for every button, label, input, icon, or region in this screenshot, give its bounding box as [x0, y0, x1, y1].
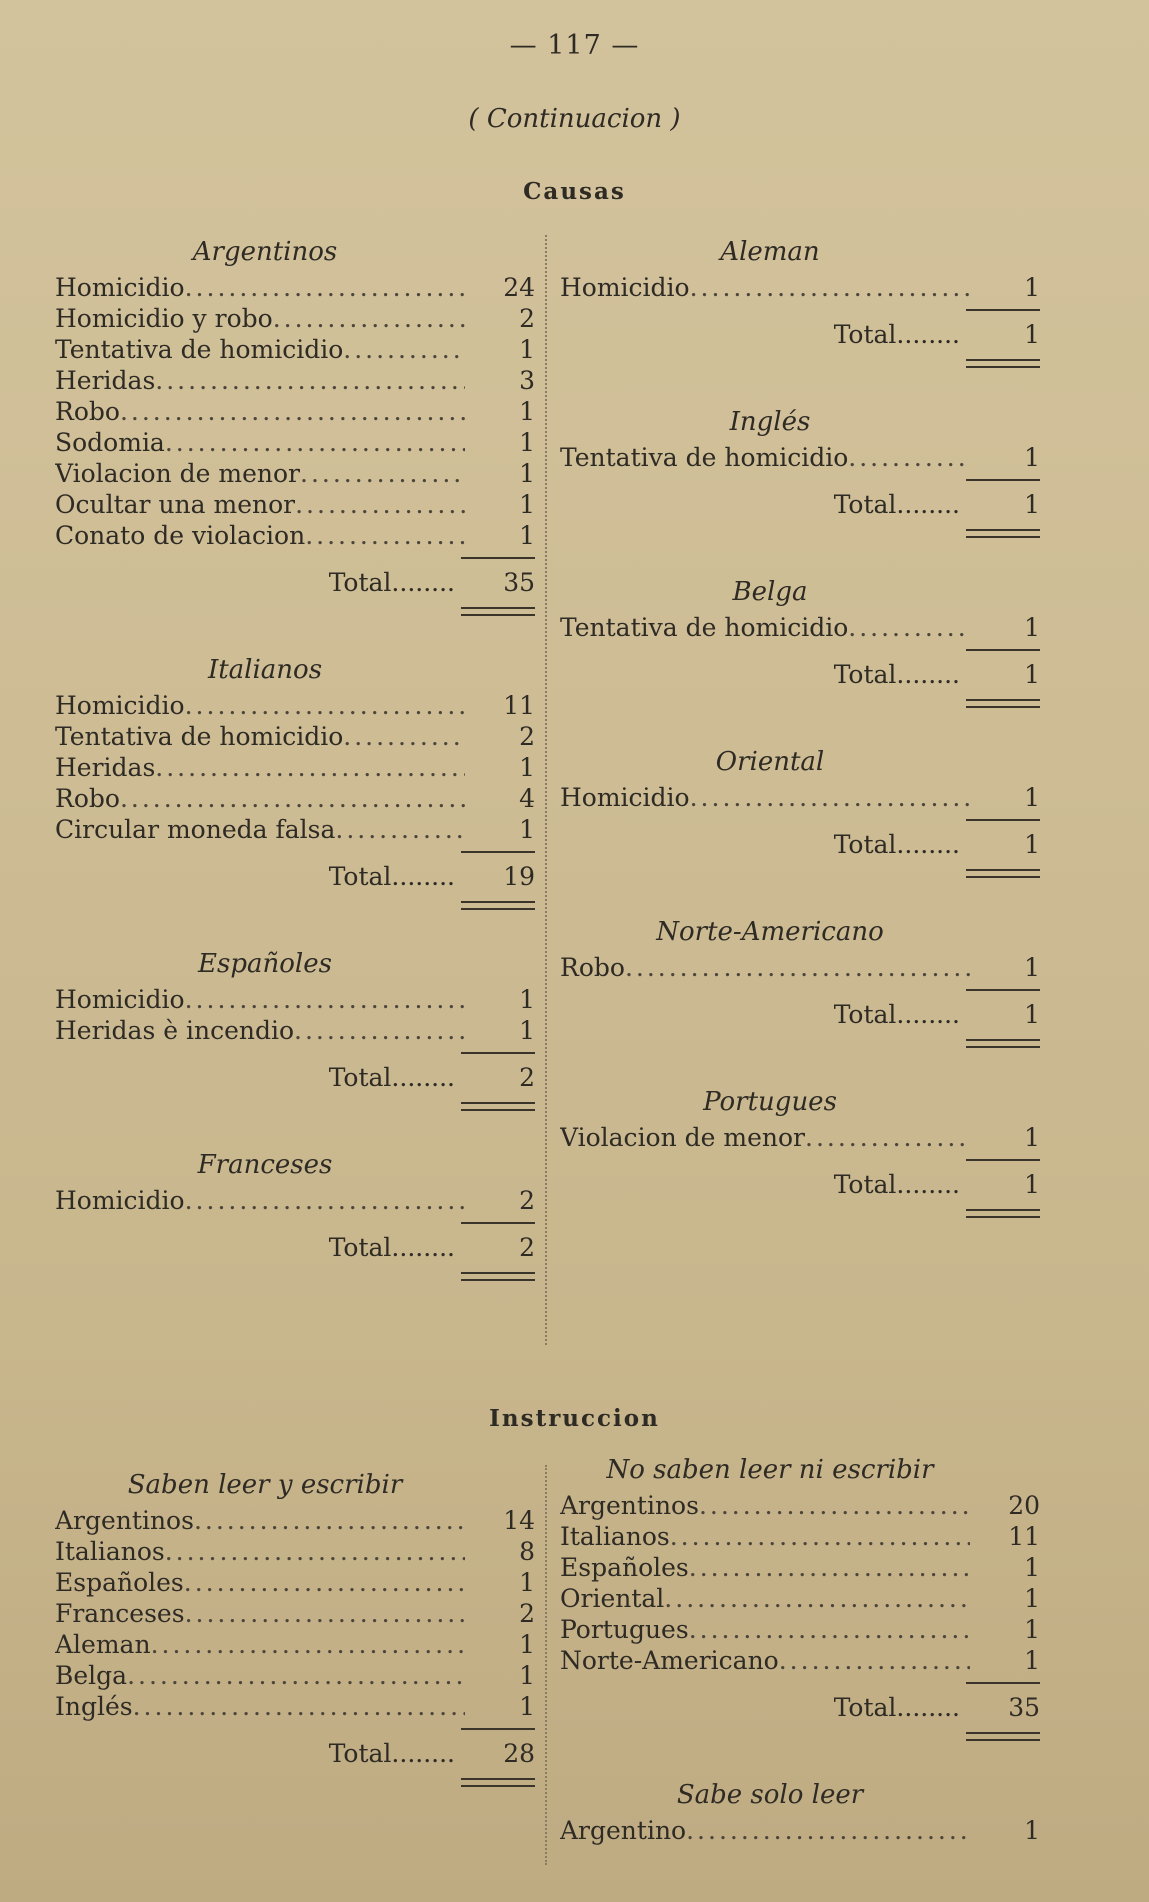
row-label: Ocultar una menor — [55, 490, 296, 519]
sum-rule — [966, 479, 1040, 481]
table-row — [55, 427, 535, 458]
leader-dots — [133, 1691, 465, 1722]
table-row — [55, 272, 535, 303]
table-row — [55, 783, 535, 814]
row-label: Robo — [55, 397, 120, 426]
table-row — [55, 1629, 535, 1660]
total-label: Total........ — [328, 568, 455, 597]
total-row — [560, 657, 1040, 693]
row-label: Violacion de menor — [560, 1123, 806, 1152]
double-rule — [966, 529, 1040, 538]
table-row — [55, 1185, 535, 1216]
total-value: 19 — [503, 862, 535, 891]
double-rule — [461, 607, 535, 616]
sum-rule — [461, 1222, 535, 1224]
table-row — [55, 690, 535, 721]
leader-dots — [194, 1505, 465, 1536]
double-rule — [966, 359, 1040, 368]
leader-dots — [120, 396, 465, 427]
leader-dots — [185, 1185, 465, 1216]
leader-dots — [335, 814, 465, 845]
total-label: Total........ — [328, 1063, 455, 1092]
table-group — [55, 1145, 535, 1281]
leader-dots — [185, 1598, 465, 1629]
leader-dots — [343, 334, 465, 365]
row-value: 1 — [1024, 1615, 1040, 1644]
total-row — [55, 1230, 535, 1266]
total-row — [55, 1736, 535, 1772]
sum-rule — [461, 1052, 535, 1054]
row-label: Italianos — [560, 1522, 670, 1551]
group-title: Franceses — [197, 1150, 333, 1180]
row-label: Homicidio — [55, 691, 185, 720]
row-label: Robo — [55, 784, 120, 813]
leader-dots — [690, 782, 970, 813]
double-rule — [461, 901, 535, 910]
row-value: 4 — [519, 784, 535, 813]
total-row — [560, 487, 1040, 523]
group-title: Sabe solo leer — [676, 1780, 864, 1810]
row-value: 1 — [1024, 1646, 1040, 1675]
leader-dots — [690, 272, 970, 303]
sum-rule — [461, 1728, 535, 1730]
row-value: 2 — [519, 1599, 535, 1628]
row-label: Oriental — [560, 1584, 665, 1613]
row-label: Tentativa de homicidio — [55, 722, 344, 751]
total-value: 35 — [1008, 1693, 1040, 1722]
group-title: Inglés — [729, 407, 811, 437]
sum-rule — [461, 557, 535, 559]
total-value: 1 — [1024, 490, 1040, 519]
row-label: Heridas è incendio — [55, 1016, 295, 1045]
row-label: Homicidio — [55, 1186, 185, 1215]
table-row — [55, 396, 535, 427]
table-row — [55, 814, 535, 845]
table-row — [55, 458, 535, 489]
row-label: Aleman — [55, 1630, 151, 1659]
row-value: 1 — [1024, 953, 1040, 982]
total-label: Total........ — [328, 862, 455, 891]
total-row — [560, 1690, 1040, 1726]
table-row — [55, 1015, 535, 1046]
group-title: Belga — [732, 577, 808, 607]
page-number: — 117 — — [509, 30, 640, 61]
double-rule — [461, 1778, 535, 1787]
row-value: 8 — [519, 1537, 535, 1566]
total-row — [560, 827, 1040, 863]
table-row — [560, 952, 1040, 983]
row-value: 1 — [519, 815, 535, 844]
row-value: 24 — [503, 273, 535, 302]
total-value: 1 — [1024, 320, 1040, 349]
row-label: Tentativa de homicidio — [55, 335, 344, 364]
total-label: Total........ — [328, 1739, 455, 1768]
leader-dots — [165, 1536, 465, 1567]
row-value: 1 — [1024, 443, 1040, 472]
table-group — [560, 232, 1040, 368]
row-label: Argentino — [560, 1816, 687, 1845]
sum-rule — [966, 1159, 1040, 1161]
row-label: Homicidio — [560, 783, 690, 812]
sum-rule — [461, 851, 535, 853]
sum-rule — [966, 989, 1040, 991]
leader-dots — [848, 612, 970, 643]
table-row — [55, 1691, 535, 1722]
total-label: Total........ — [833, 320, 960, 349]
leader-dots — [185, 690, 465, 721]
causas-column-divider — [545, 235, 547, 1345]
row-label: Homicidio — [55, 985, 185, 1014]
table-group — [560, 402, 1040, 538]
row-value: 1 — [1024, 1123, 1040, 1152]
leader-dots — [305, 520, 465, 551]
total-value: 2 — [519, 1063, 535, 1092]
leader-dots — [185, 272, 465, 303]
table-row — [560, 1583, 1040, 1614]
row-value: 1 — [1024, 273, 1040, 302]
table-group — [560, 912, 1040, 1048]
total-label: Total........ — [833, 1693, 960, 1722]
total-value: 1 — [1024, 1000, 1040, 1029]
table-row — [560, 782, 1040, 813]
leader-dots — [155, 752, 465, 783]
total-row — [55, 565, 535, 601]
table-row — [55, 1536, 535, 1567]
total-value: 28 — [503, 1739, 535, 1768]
leader-dots — [670, 1521, 970, 1552]
row-value: 1 — [519, 753, 535, 782]
row-value: 1 — [1024, 1584, 1040, 1613]
total-value: 35 — [503, 568, 535, 597]
table-group — [560, 1082, 1040, 1218]
group-title: Portugues — [703, 1087, 837, 1117]
double-rule — [966, 869, 1040, 878]
leader-dots — [689, 1614, 970, 1645]
table-row — [55, 1567, 535, 1598]
row-value: 1 — [519, 1630, 535, 1659]
leader-dots — [779, 1645, 970, 1676]
total-label: Total........ — [833, 830, 960, 859]
table-row — [55, 721, 535, 752]
instruccion-right-column — [560, 1450, 1040, 1880]
instruccion-heading: Instruccion — [489, 1405, 660, 1432]
group-title: Argentinos — [192, 237, 338, 267]
table-row — [560, 272, 1040, 303]
table-row — [560, 1815, 1040, 1846]
leader-dots — [699, 1490, 970, 1521]
row-label: Portugues — [560, 1615, 689, 1644]
row-label: Españoles — [560, 1553, 689, 1582]
table-row — [560, 1552, 1040, 1583]
table-row — [55, 1598, 535, 1629]
row-value: 11 — [503, 691, 535, 720]
row-label: Argentinos — [55, 1506, 194, 1535]
causas-heading: Causas — [523, 178, 626, 205]
total-row — [55, 859, 535, 895]
table-row — [55, 365, 535, 396]
row-value: 2 — [519, 304, 535, 333]
row-label: Españoles — [55, 1568, 184, 1597]
table-group — [55, 1465, 535, 1787]
leader-dots — [295, 489, 465, 520]
table-row — [55, 303, 535, 334]
total-label: Total........ — [833, 1000, 960, 1029]
leader-dots — [848, 442, 970, 473]
total-value: 2 — [519, 1233, 535, 1262]
row-value: 2 — [519, 722, 535, 751]
row-value: 1 — [519, 490, 535, 519]
group-title: Españoles — [198, 949, 332, 979]
row-value: 11 — [1008, 1522, 1040, 1551]
table-row — [55, 489, 535, 520]
row-label: Sodomia — [55, 428, 165, 457]
table-group — [560, 1775, 1040, 1846]
total-row — [55, 1060, 535, 1096]
table-row — [560, 1490, 1040, 1521]
table-row — [560, 1614, 1040, 1645]
leader-dots — [165, 427, 465, 458]
row-label: Heridas — [55, 753, 156, 782]
leader-dots — [120, 783, 465, 814]
instruccion-left-column — [55, 1465, 535, 1821]
row-label: Tentativa de homicidio — [560, 613, 849, 642]
table-row — [560, 612, 1040, 643]
total-label: Total........ — [328, 1233, 455, 1262]
leader-dots — [300, 458, 465, 489]
row-label: Argentinos — [560, 1491, 699, 1520]
row-value: 1 — [519, 1016, 535, 1045]
leader-dots — [185, 984, 465, 1015]
row-label: Robo — [560, 953, 625, 982]
table-group — [560, 742, 1040, 878]
row-value: 20 — [1008, 1491, 1040, 1520]
row-label: Violacion de menor — [55, 459, 301, 488]
total-label: Total........ — [833, 660, 960, 689]
row-value: 1 — [519, 521, 535, 550]
row-value: 1 — [1024, 613, 1040, 642]
table-row — [55, 334, 535, 365]
double-rule — [966, 1732, 1040, 1741]
total-label: Total........ — [833, 1170, 960, 1199]
leader-dots — [273, 303, 465, 334]
table-row — [560, 1645, 1040, 1676]
group-title: Saben leer y escribir — [127, 1470, 403, 1500]
leader-dots — [127, 1660, 465, 1691]
row-value: 1 — [519, 1661, 535, 1690]
sum-rule — [966, 1682, 1040, 1684]
leader-dots — [343, 721, 465, 752]
table-row — [55, 752, 535, 783]
table-row — [560, 1521, 1040, 1552]
causas-left-column — [55, 232, 535, 1315]
double-rule — [461, 1272, 535, 1281]
leader-dots — [294, 1015, 465, 1046]
row-value: 3 — [519, 366, 535, 395]
causas-right-column — [560, 232, 1040, 1252]
table-group — [55, 944, 535, 1111]
table-group — [55, 650, 535, 910]
double-rule — [966, 1039, 1040, 1048]
instruccion-column-divider — [545, 1465, 547, 1865]
row-label: Franceses — [55, 1599, 185, 1628]
row-label: Heridas — [55, 366, 156, 395]
row-label: Tentativa de homicidio — [560, 443, 849, 472]
double-rule — [461, 1102, 535, 1111]
double-rule — [966, 1209, 1040, 1218]
table-row — [560, 442, 1040, 473]
total-row — [560, 1167, 1040, 1203]
table-row — [55, 1660, 535, 1691]
leader-dots — [184, 1567, 465, 1598]
sum-rule — [966, 649, 1040, 651]
double-rule — [966, 699, 1040, 708]
row-label: Belga — [55, 1661, 128, 1690]
row-value: 1 — [519, 459, 535, 488]
group-title: Norte-Americano — [656, 917, 884, 947]
row-value: 2 — [519, 1186, 535, 1215]
row-label: Norte-Americano — [560, 1646, 779, 1675]
total-row — [560, 997, 1040, 1033]
continuation-heading: ( Continuacion ) — [468, 104, 681, 134]
row-label: Circular moneda falsa — [55, 815, 336, 844]
row-value: 1 — [519, 428, 535, 457]
row-value: 1 — [519, 335, 535, 364]
leader-dots — [151, 1629, 465, 1660]
group-title: Oriental — [715, 747, 825, 777]
group-title: No saben leer ni escribir — [606, 1455, 934, 1485]
sum-rule — [966, 819, 1040, 821]
row-value: 1 — [519, 985, 535, 1014]
row-value: 1 — [519, 397, 535, 426]
row-label: Homicidio y robo — [55, 304, 273, 333]
row-value: 1 — [519, 1568, 535, 1597]
table-group — [560, 572, 1040, 708]
table-row — [55, 984, 535, 1015]
row-value: 1 — [1024, 1553, 1040, 1582]
group-title: Aleman — [720, 237, 820, 267]
table-group — [560, 1450, 1040, 1741]
table-group — [55, 232, 535, 616]
table-row — [560, 1122, 1040, 1153]
row-label: Homicidio — [560, 273, 690, 302]
group-title: Italianos — [207, 655, 323, 685]
row-value: 1 — [1024, 1816, 1040, 1845]
leader-dots — [689, 1552, 970, 1583]
row-label: Conato de violacion — [55, 521, 306, 550]
row-value: 1 — [519, 1692, 535, 1721]
table-row — [55, 520, 535, 551]
leader-dots — [805, 1122, 970, 1153]
row-value: 1 — [1024, 783, 1040, 812]
total-row — [560, 317, 1040, 353]
leader-dots — [686, 1815, 970, 1846]
leader-dots — [625, 952, 970, 983]
leader-dots — [664, 1583, 970, 1614]
total-value: 1 — [1024, 830, 1040, 859]
total-value: 1 — [1024, 1170, 1040, 1199]
row-label: Homicidio — [55, 273, 185, 302]
total-value: 1 — [1024, 660, 1040, 689]
sum-rule — [966, 309, 1040, 311]
total-label: Total........ — [833, 490, 960, 519]
row-value: 14 — [503, 1506, 535, 1535]
table-row — [55, 1505, 535, 1536]
row-label: Italianos — [55, 1537, 165, 1566]
leader-dots — [155, 365, 465, 396]
row-label: Inglés — [55, 1692, 133, 1721]
